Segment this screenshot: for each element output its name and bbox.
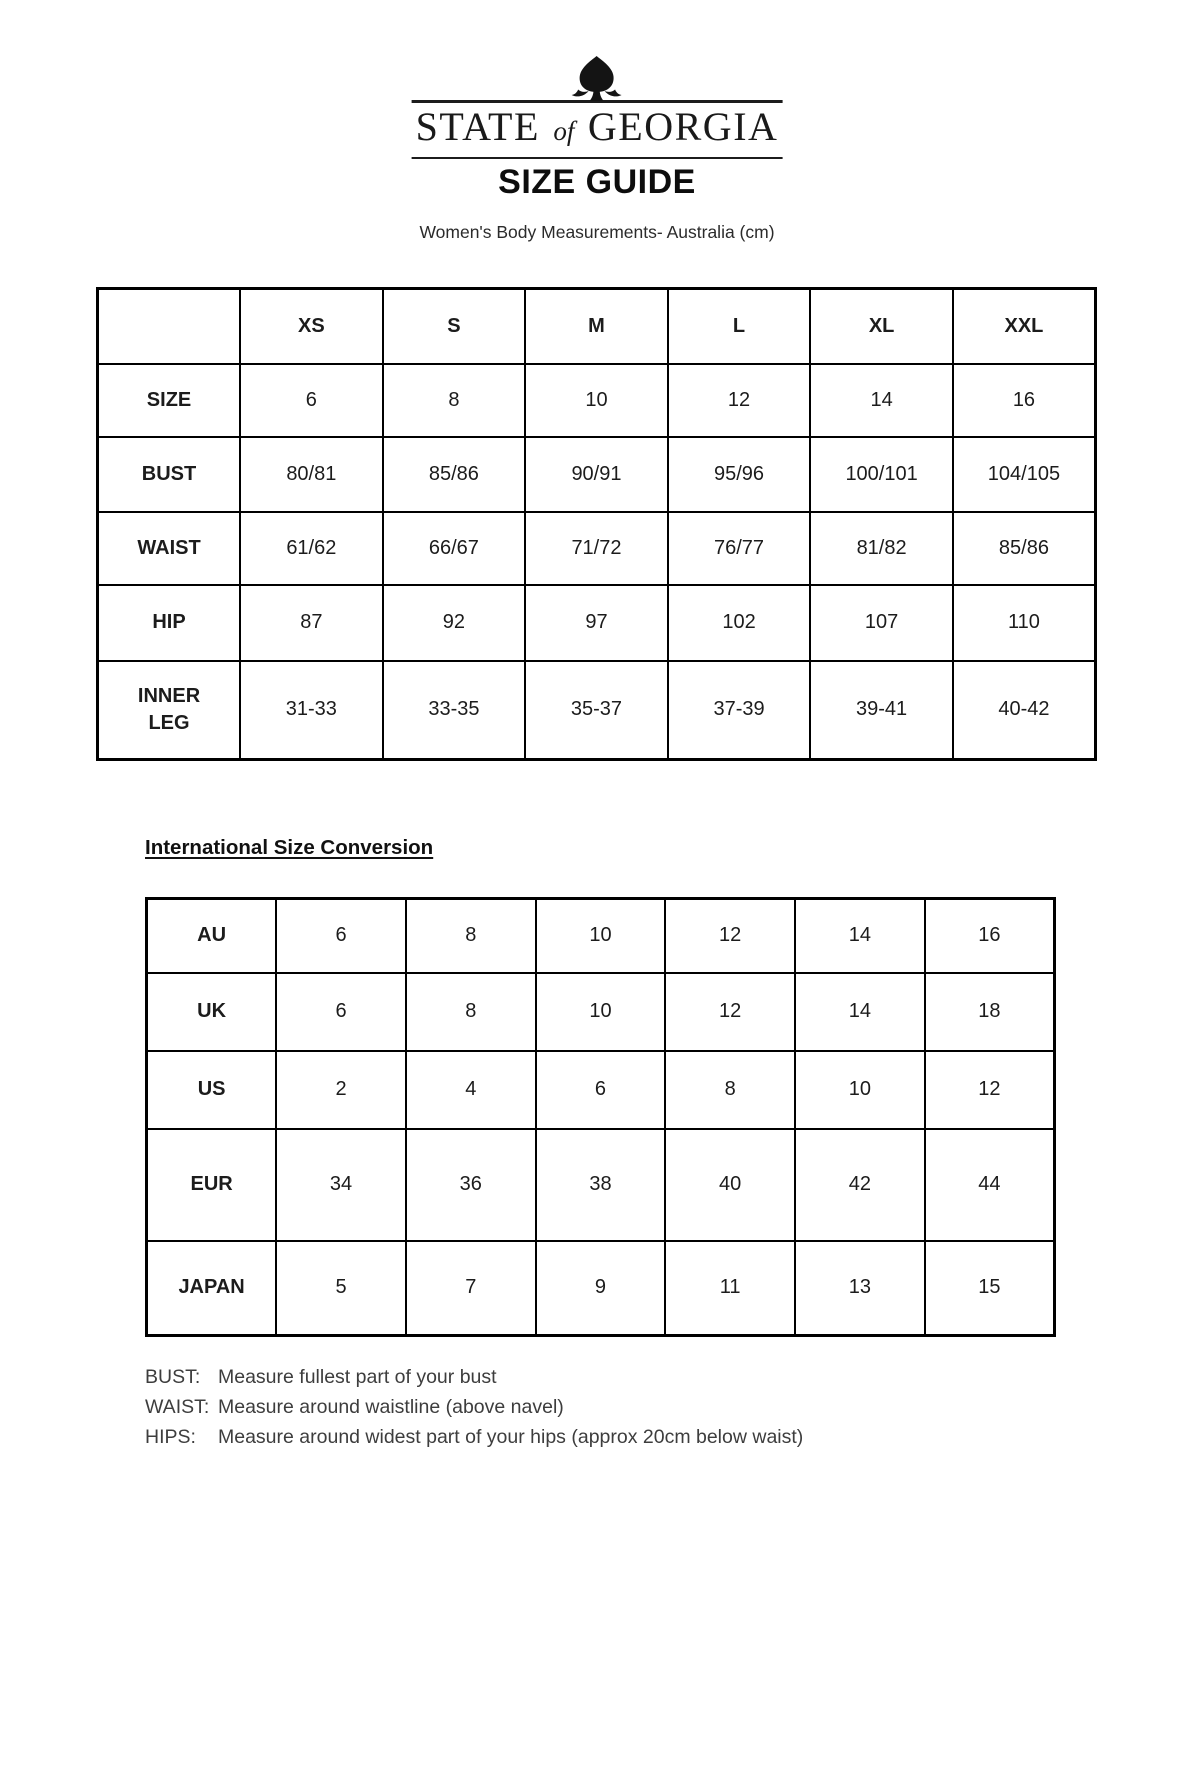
table-cell: 11: [665, 1241, 795, 1336]
row-label: SIZE: [98, 364, 241, 437]
row-label: UK: [147, 973, 277, 1051]
table-cell: 12: [665, 899, 795, 973]
table-cell: 97: [525, 585, 668, 661]
note-label: WAIST:: [145, 1396, 210, 1418]
table-cell: 44: [925, 1129, 1055, 1241]
table-cell: 31-33: [240, 661, 383, 760]
table-cell: 33-35: [383, 661, 526, 760]
table-cell: 39-41: [810, 661, 953, 760]
table-cell: 6: [276, 899, 406, 973]
column-header: XS: [240, 289, 383, 364]
brand-state: STATE: [415, 104, 540, 149]
table-row: [98, 661, 1096, 760]
row-label: WAIST: [98, 512, 241, 585]
table-cell: 71/72: [525, 512, 668, 585]
note-row: [145, 1362, 803, 1392]
table-cell: 61/62: [240, 512, 383, 585]
table-cell: 8: [406, 973, 536, 1051]
table-row: [147, 899, 1055, 973]
table-cell: 13: [795, 1241, 925, 1336]
table-cell: 66/67: [383, 512, 526, 585]
table-cell: 5: [276, 1241, 406, 1336]
table-cell: 76/77: [668, 512, 811, 585]
table-row: [98, 512, 1096, 585]
table-cell: 7: [406, 1241, 536, 1336]
row-label: US: [147, 1051, 277, 1129]
note-text: Measure around widest part of your hips (approx 20cm below waist): [218, 1426, 804, 1448]
table-row: [147, 1051, 1055, 1129]
table-cell: 10: [795, 1051, 925, 1129]
table-cell: 102: [668, 585, 811, 661]
table-cell: 100/101: [810, 437, 953, 512]
table-cell: 8: [406, 899, 536, 973]
table-cell: 4: [406, 1051, 536, 1129]
table-cell: 12: [925, 1051, 1055, 1129]
brand-logo: [412, 100, 783, 159]
brand-text: [412, 103, 783, 155]
table-cell: 37-39: [668, 661, 811, 760]
table-cell: 8: [383, 364, 526, 437]
table-cell: 36: [406, 1129, 536, 1241]
row-label: INNER LEG: [98, 661, 241, 760]
column-header: XXL: [953, 289, 1096, 364]
table-cell: 34: [276, 1129, 406, 1241]
table-cell: 10: [536, 899, 666, 973]
note-label: BUST:: [145, 1366, 201, 1388]
page-title: SIZE GUIDE: [498, 163, 696, 201]
table-cell: 2: [276, 1051, 406, 1129]
table-row: [147, 1241, 1055, 1336]
table-cell: 107: [810, 585, 953, 661]
table-cell: 15: [925, 1241, 1055, 1336]
table-cell: 18: [925, 973, 1055, 1051]
row-label: JAPAN: [147, 1241, 277, 1336]
table-cell: 6: [240, 364, 383, 437]
table-cell: 90/91: [525, 437, 668, 512]
measurements-table: [96, 287, 1097, 761]
table-cell: 81/82: [810, 512, 953, 585]
column-header: S: [383, 289, 526, 364]
table-cell: 95/96: [668, 437, 811, 512]
table-cell: 6: [276, 973, 406, 1051]
table-cell: 85/86: [383, 437, 526, 512]
table-cell: 8: [665, 1051, 795, 1129]
table-cell: 14: [795, 899, 925, 973]
row-label: AU: [147, 899, 277, 973]
table-cell: 110: [953, 585, 1096, 661]
note-text: Measure around waistline (above navel): [218, 1396, 564, 1418]
conversion-table: [145, 897, 1056, 1337]
measurement-notes: [145, 1362, 803, 1452]
table-cell: 16: [925, 899, 1055, 973]
column-header: M: [525, 289, 668, 364]
table-cell: 12: [665, 973, 795, 1051]
table-cell: 80/81: [240, 437, 383, 512]
brand-georgia: GEORGIA: [587, 104, 779, 149]
column-header: XL: [810, 289, 953, 364]
table-cell: 87: [240, 585, 383, 661]
row-label: BUST: [98, 437, 241, 512]
brand-of: of: [553, 116, 575, 146]
header-row: [98, 289, 1096, 364]
table-row: [98, 437, 1096, 512]
table-cell: 38: [536, 1129, 666, 1241]
table-cell: 40: [665, 1129, 795, 1241]
table-cell: 104/105: [953, 437, 1096, 512]
table-cell: 92: [383, 585, 526, 661]
note-row: [145, 1392, 803, 1422]
table-cell: 16: [953, 364, 1096, 437]
page-subtitle: Women's Body Measurements- Australia (cm): [419, 222, 775, 242]
note-label: HIPS:: [145, 1426, 196, 1448]
table-cell: 35-37: [525, 661, 668, 760]
logo-rule-bottom: [412, 157, 783, 159]
table-cell: 14: [795, 973, 925, 1051]
table-cell: 6: [536, 1051, 666, 1129]
row-label: EUR: [147, 1129, 277, 1241]
table-cell: 9: [536, 1241, 666, 1336]
table-cell: 10: [536, 973, 666, 1051]
corner-cell: [98, 289, 241, 364]
table-cell: 10: [525, 364, 668, 437]
table-cell: 85/86: [953, 512, 1096, 585]
table-cell: 12: [668, 364, 811, 437]
column-header: L: [668, 289, 811, 364]
table-cell: 42: [795, 1129, 925, 1241]
table-cell: 14: [810, 364, 953, 437]
note-text: Measure fullest part of your bust: [218, 1366, 497, 1388]
table-row: [98, 364, 1096, 437]
table-row: [147, 1129, 1055, 1241]
note-row: [145, 1422, 803, 1452]
table-row: [98, 585, 1096, 661]
conversion-heading: International Size Conversion: [145, 836, 434, 859]
tree-icon: [565, 56, 629, 107]
table-row: [147, 973, 1055, 1051]
row-label: HIP: [98, 585, 241, 661]
table-cell: 40-42: [953, 661, 1096, 760]
